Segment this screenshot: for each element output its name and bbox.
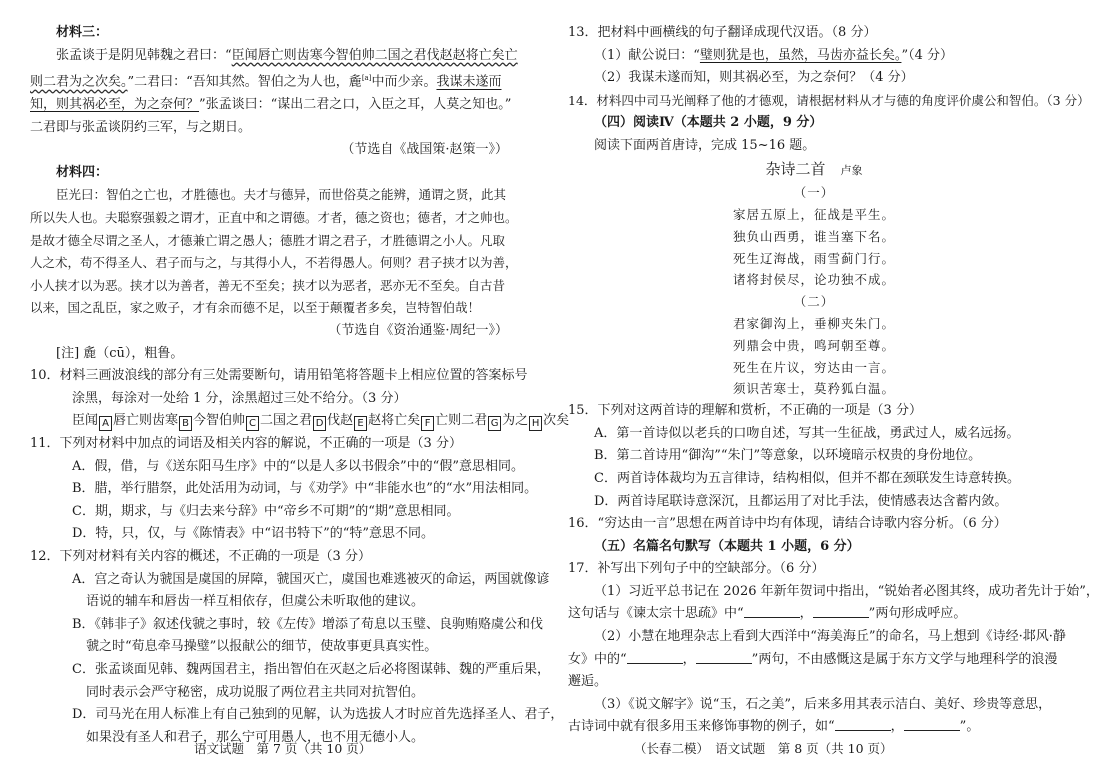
question-15-option-a: A．第一首诗似以老兵的口吻自述，写其一生征战，勇武过人，威名远扬。: [594, 425, 1020, 441]
section-5-heading: （五）名篇名句默写（本题共 1 小题，6 分）: [594, 538, 860, 554]
question-15-option-b: B．第二首诗用“御沟”“朱门”等意象，以环境暗示权贵的身份地位。: [594, 448, 982, 464]
question-13-item-1: （1）献公说曰：“璧则犹是也，虽然，马齿亦益长矣。”（4 分）: [594, 47, 953, 63]
question-12-option-b-cont: 虢之时“荀息牵马操璧”以报献公的细节，使故事更具真实性。: [86, 639, 438, 655]
wavy-underlined-text: 臣闻唇亡则齿寒今智伯帅二国之君伐赵赵将亡矣亡: [231, 47, 518, 63]
material-4-line: 是故才德全尽谓之圣人，才德兼亡谓之愚人；德胜才谓之君子，才胜德谓之小人。凡取: [30, 232, 506, 248]
poem-2-number: （二）: [793, 294, 835, 310]
sentence-segment: 次矣: [543, 413, 570, 429]
section-4-intro: 阅读下面两首唐诗，完成 15~16 题。: [594, 137, 816, 153]
question-17-item-3: （3）《说文解字》说“玉，石之美”，后来多用其表示洁白、美好、珍贵等意思，: [594, 696, 1052, 712]
underlined-text: 知，则其祸必至，为之奈何？: [30, 97, 200, 113]
material-3-line-3: 知，则其祸必至，为之奈何？”张孟谈曰：“谋出二君之口，入臣之耳，人莫之知也。”: [30, 97, 512, 113]
question-17-item-3-cont: 古诗词中就有很多用玉来修饰事物的例子，如“ ， ”。: [568, 719, 980, 735]
question-11-option-d: D．特，只，仅，与《陈情表》中“诏书特下”的“特”意思不同。: [72, 526, 435, 542]
question-11-option-b: B．腊，举行腊祭，此处活用为动词，与《劝学》中“非能水也”的“水”用法相同。: [72, 481, 538, 497]
question-11-option-a: A．假，借，与《送东阳马生序》中的“以是人多以书假余”中的“假”意思相同。: [72, 458, 524, 474]
answer-blank[interactable]: [835, 718, 891, 731]
question-16: 16．“穷达由一言”思想在两首诗中均有体现，请结合诗歌内容分析。（6 分）: [568, 516, 1007, 532]
poem-line: 家居五原上，征战是平生。: [732, 206, 895, 222]
question-17-item-2: （2）小慧在地理杂志上看到大西洋中“海美海丘”的命名，马上想到《诗经·邶风·静: [594, 629, 1066, 645]
question-12-option-c-cont: 同时表示会严守秘密，成功说服了两位君主共同对抗智伯。: [86, 684, 425, 700]
material-3-line-2: 则二君为之次矣。”二君曰：“吾知其然。智伯之为人也，麁[a]中而少亲。我谋未遂而: [30, 74, 502, 90]
poem-line: 死生在片议，穷达由一言。: [732, 359, 895, 375]
question-10-sentence: [30, 410, 570, 433]
page-footer-right: （长春二模） 语文试题 第 8 页（共 10 页）: [634, 741, 893, 756]
material-3-source: （节选自《战国策·赵策一》）: [341, 142, 508, 158]
material-4-line: 所以失人也。夫聪察强毅之谓才，正直中和之谓德。才者，德之资也；德者，才之帅也。: [30, 210, 518, 226]
break-option-box[interactable]: E: [354, 416, 367, 431]
poem-line: 须识苦寒士，莫矜狐白温。: [732, 381, 895, 397]
question-15: 15．下列对这两首诗的理解和赏析，不正确的一项是（3 分）: [568, 403, 922, 419]
poem-line: 列鼎会中贵，鸣珂朝至尊。: [732, 337, 895, 353]
break-option-box[interactable]: G: [488, 416, 501, 431]
sentence-segment: 二国之君: [260, 413, 313, 429]
material-4-title: 材料四：: [56, 164, 109, 180]
section-4-heading: （四）阅读Ⅳ（本题共 2 小题，9 分）: [594, 115, 823, 131]
answer-blank[interactable]: [627, 651, 683, 664]
question-10-line-2: 涂黑，每涂对一处给 1 分，涂黑超过三处不给分。（3 分）: [72, 390, 407, 406]
question-13-item-2: （2）我谋未遂而知，则其祸必至，为之奈何？（4 分）: [594, 70, 914, 86]
break-option-box[interactable]: H: [529, 416, 542, 431]
sentence-segment: 赵将亡矣: [368, 413, 421, 429]
question-11: 11．下列对材料中加点的词语及相关内容的解说，不正确的一项是（3 分）: [30, 436, 462, 452]
material-3-line-4: 二君即与张孟谈阴约三军，与之期日。: [30, 119, 252, 135]
underlined-text: 我谋未遂而: [436, 74, 502, 90]
material-4-source: （节选自《资治通鉴·周纪一》）: [328, 323, 508, 339]
break-option-box[interactable]: B: [179, 416, 192, 431]
question-12-option-d-cont: 如果没有圣人和君子，那么宁可用愚人，也不用无德小人。: [86, 729, 425, 745]
annotation-note: [注] 麁（cū），粗鲁。: [56, 345, 184, 361]
question-12-option-a: A．宫之奇认为虢国是虞国的屏障，虢国灭亡，虞国也难逃被灭的命运，两国就像谚: [72, 571, 550, 587]
question-12-option-a-cont: 语说的辅车和唇齿一样互相依存，但虞公未听取他的建议。: [86, 594, 425, 610]
poem-author: 卢象: [840, 163, 863, 177]
poem-line: 君家御沟上，垂柳夹朱门。: [732, 315, 895, 331]
question-12-option-b: B．《韩非子》叙述伐虢之事时，较《左传》增添了荀息以玉璧、良驹贿赂虞公和伐: [72, 616, 544, 632]
poem-line: 诸将封侯尽，论功独不成。: [732, 272, 895, 288]
underlined-text: 璧则犹是也，虽然，马齿亦益长矣。: [699, 47, 902, 63]
question-12-option-c: C．张孟谈面见韩、魏两国君主，指出智伯在灭赵之后必将图谋韩、魏的严重后果，: [72, 661, 550, 677]
answer-blank[interactable]: [696, 651, 752, 664]
question-12: 12．下列对材料有关内容的概述，不正确的一项是（3 分）: [30, 548, 371, 564]
material-4-line: 臣光曰：智伯之亡也，才胜德也。夫才与德异，而世俗莫之能辨，通谓之贤，此其: [56, 187, 507, 203]
sentence-segment: 臣闻: [72, 413, 99, 429]
sentence-segment: 为之: [502, 413, 529, 429]
material-3-title: 材料三：: [56, 25, 109, 40]
question-15-option-d: D．两首诗尾联诗意深沉，且都运用了对比手法，使情感表达含蓄内敛。: [594, 493, 1008, 509]
question-14: 14．材料四中司马光阐释了他的才德观，请根据材料从才与德的角度评价虞公和智伯。（3 分）: [568, 92, 1090, 108]
question-10: 10．材料三画波浪线的部分有三处需要断句，请用铅笔将答题卡上相应位置的答案标号: [30, 368, 528, 384]
footnote-marker: [a]: [361, 74, 372, 83]
sentence-segment: 今智伯帅: [193, 413, 246, 429]
break-option-box[interactable]: C: [246, 416, 259, 431]
break-option-box[interactable]: D: [313, 416, 326, 431]
answer-blank[interactable]: [744, 605, 800, 618]
right-page: [568, 22, 1099, 739]
question-12-option-d: D．司马光在用人标准上有自己独到的见解，认为选拔人才时应首先选择圣人、君子，: [72, 707, 564, 723]
break-option-box[interactable]: F: [421, 416, 434, 431]
sentence-segment: 亡则二君: [435, 413, 488, 429]
question-17-item-2-end: 邂逅。: [568, 674, 608, 690]
sentence-segment: 唇亡则齿寒: [113, 413, 179, 429]
poem-1-number: （一）: [793, 185, 835, 201]
page-footer-left: 语文试题 第 7 页（共 10 页）: [194, 741, 372, 756]
question-17-item-1: （1）习近平总书记在 2026 年新年贺词中指出，“锐始者必图其终，成功者先计于始”，: [594, 583, 1099, 599]
question-17: 17．补写出下列句子中的空缺部分。（6 分）: [568, 561, 825, 577]
wavy-underlined-text: 则二君为之次矣。: [30, 74, 128, 90]
material-3-line-1: 张孟谈于是阴见韩魏之君曰：“臣闻唇亡则齿寒今智伯帅二国之君伐赵赵将亡矣亡: [56, 47, 518, 63]
poem-line: 独负山西勇，谁当塞下名。: [732, 228, 895, 244]
question-13: 13．把材料中画横线的句子翻译成现代汉语。（8 分）: [568, 25, 877, 40]
left-page: [30, 22, 570, 749]
material-4-line: 以来，国之乱臣，家之败子，才有余而德不足，以至于颠覆者多矣，岂特智伯哉！: [30, 300, 481, 316]
poem-line: 死生辽海战，雨雪蓟门行。: [732, 250, 895, 266]
poem-title: 杂诗二首 卢象: [765, 159, 863, 178]
question-17-item-1-cont: 这句话与《谏太宗十思疏》中“ ， ”两句形成呼应。: [568, 606, 967, 622]
answer-blank[interactable]: [904, 718, 960, 731]
material-4-line: 小人挟才以为恶。挟才以为善者，善无不至矣；挟才以为恶者，恶亦无不至矣。自古昔: [30, 277, 506, 293]
question-11-option-c: C．期，期求，与《归去来兮辞》中“帝乡不可期”的“期”意思相同。: [72, 503, 460, 519]
material-4-line: 人之术，苟不得圣人、君子而与之，与其得小人，不若得愚人。何则？君子挟才以为善，: [30, 255, 518, 271]
sentence-segment: 伐赵: [327, 413, 354, 429]
answer-blank[interactable]: [813, 605, 869, 618]
question-15-option-c: C．两首诗体裁均为五言律诗，结构相似，但并不都在颈联发生诗意转换。: [594, 470, 1020, 486]
break-option-box[interactable]: A: [99, 416, 112, 431]
question-17-item-2-cont: 女》中的“ ， ”两句，不由感慨这是属于东方文学与地理科学的浪漫: [568, 651, 1058, 667]
